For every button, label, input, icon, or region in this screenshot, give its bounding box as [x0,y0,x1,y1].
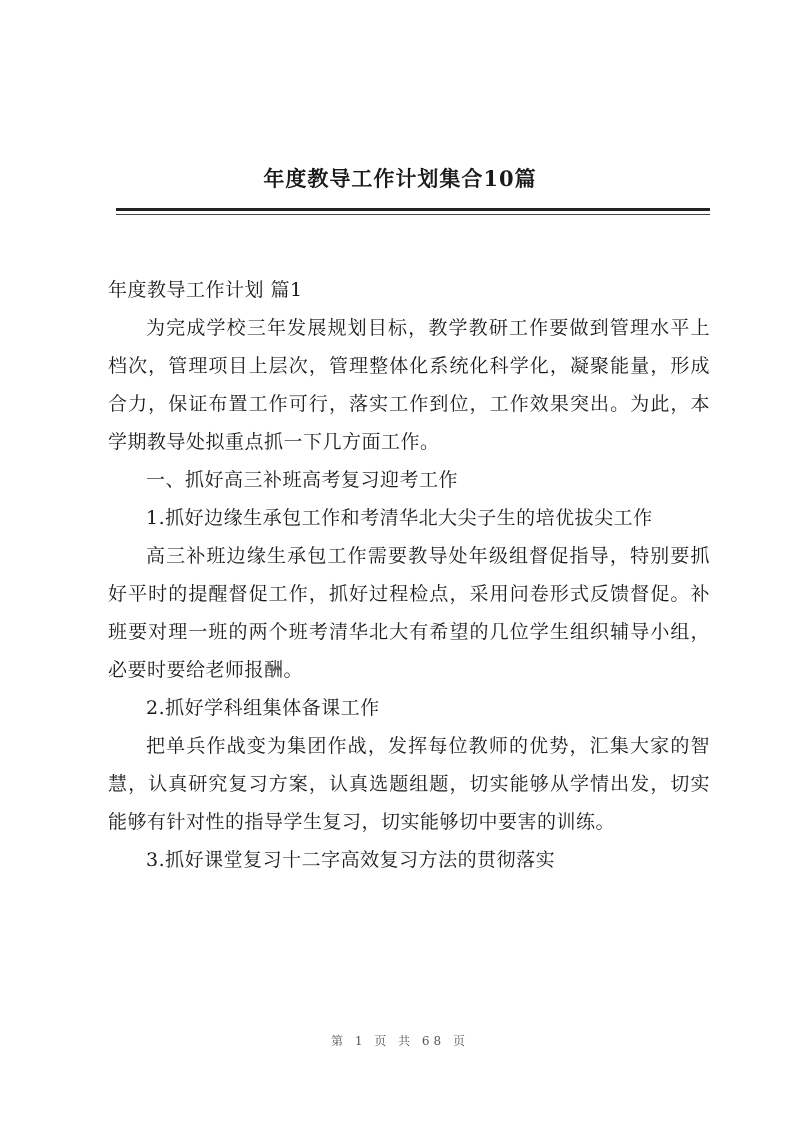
paragraph-intro: 为完成学校三年发展规划目标，教学教研工作要做到管理水平上档次，管理项目上层次，管理整体化系统化科学化，凝聚能量，形成合力，保证布置工作可行，落实工作到位，工作效果突出。为此，本学期教导处拟重点抓一下几方面工作。 [108,317,710,453]
subheading-3: 3.抓好课堂复习十二字高效复习方法的贯彻落实 [146,849,556,871]
page-number-footer: 第 1 页 共 68 页 [331,1034,469,1048]
subheading-2: 2.抓好学科组集体备课工作 [146,697,380,719]
page-title: 年度教导工作计划集合10篇 [263,166,537,191]
subheading-1: 1.抓好边缘生承包工作和考清华北大尖子生的培优拔尖工作 [146,507,653,529]
title-divider-thick [116,208,710,211]
paragraph-1: 高三补班边缘生承包工作需要教导处年级组督促指导，特别要抓好平时的提醒督促工作，抓好过程检点，采用问卷形式反馈督促。补班要对理一班的两个班考清华北大有希望的几位学生组织辅导小组，必要时要给老师报酬。 [108,545,710,681]
heading-part-one: 一、抓好高三补班高考复习迎考工作 [146,469,459,491]
paragraph-2: 把单兵作战变为集团作战，发挥每位教师的优势，汇集大家的智慧，认真研究复习方案，认真选题组题，切实能够从学情出发，切实能够有针对性的指导学生复习，切实能够切中要害的训练。 [108,735,710,833]
title-divider-thin [116,214,710,215]
document-body [108,271,710,879]
section-title: 年度教导工作计划 篇1 [108,279,303,301]
